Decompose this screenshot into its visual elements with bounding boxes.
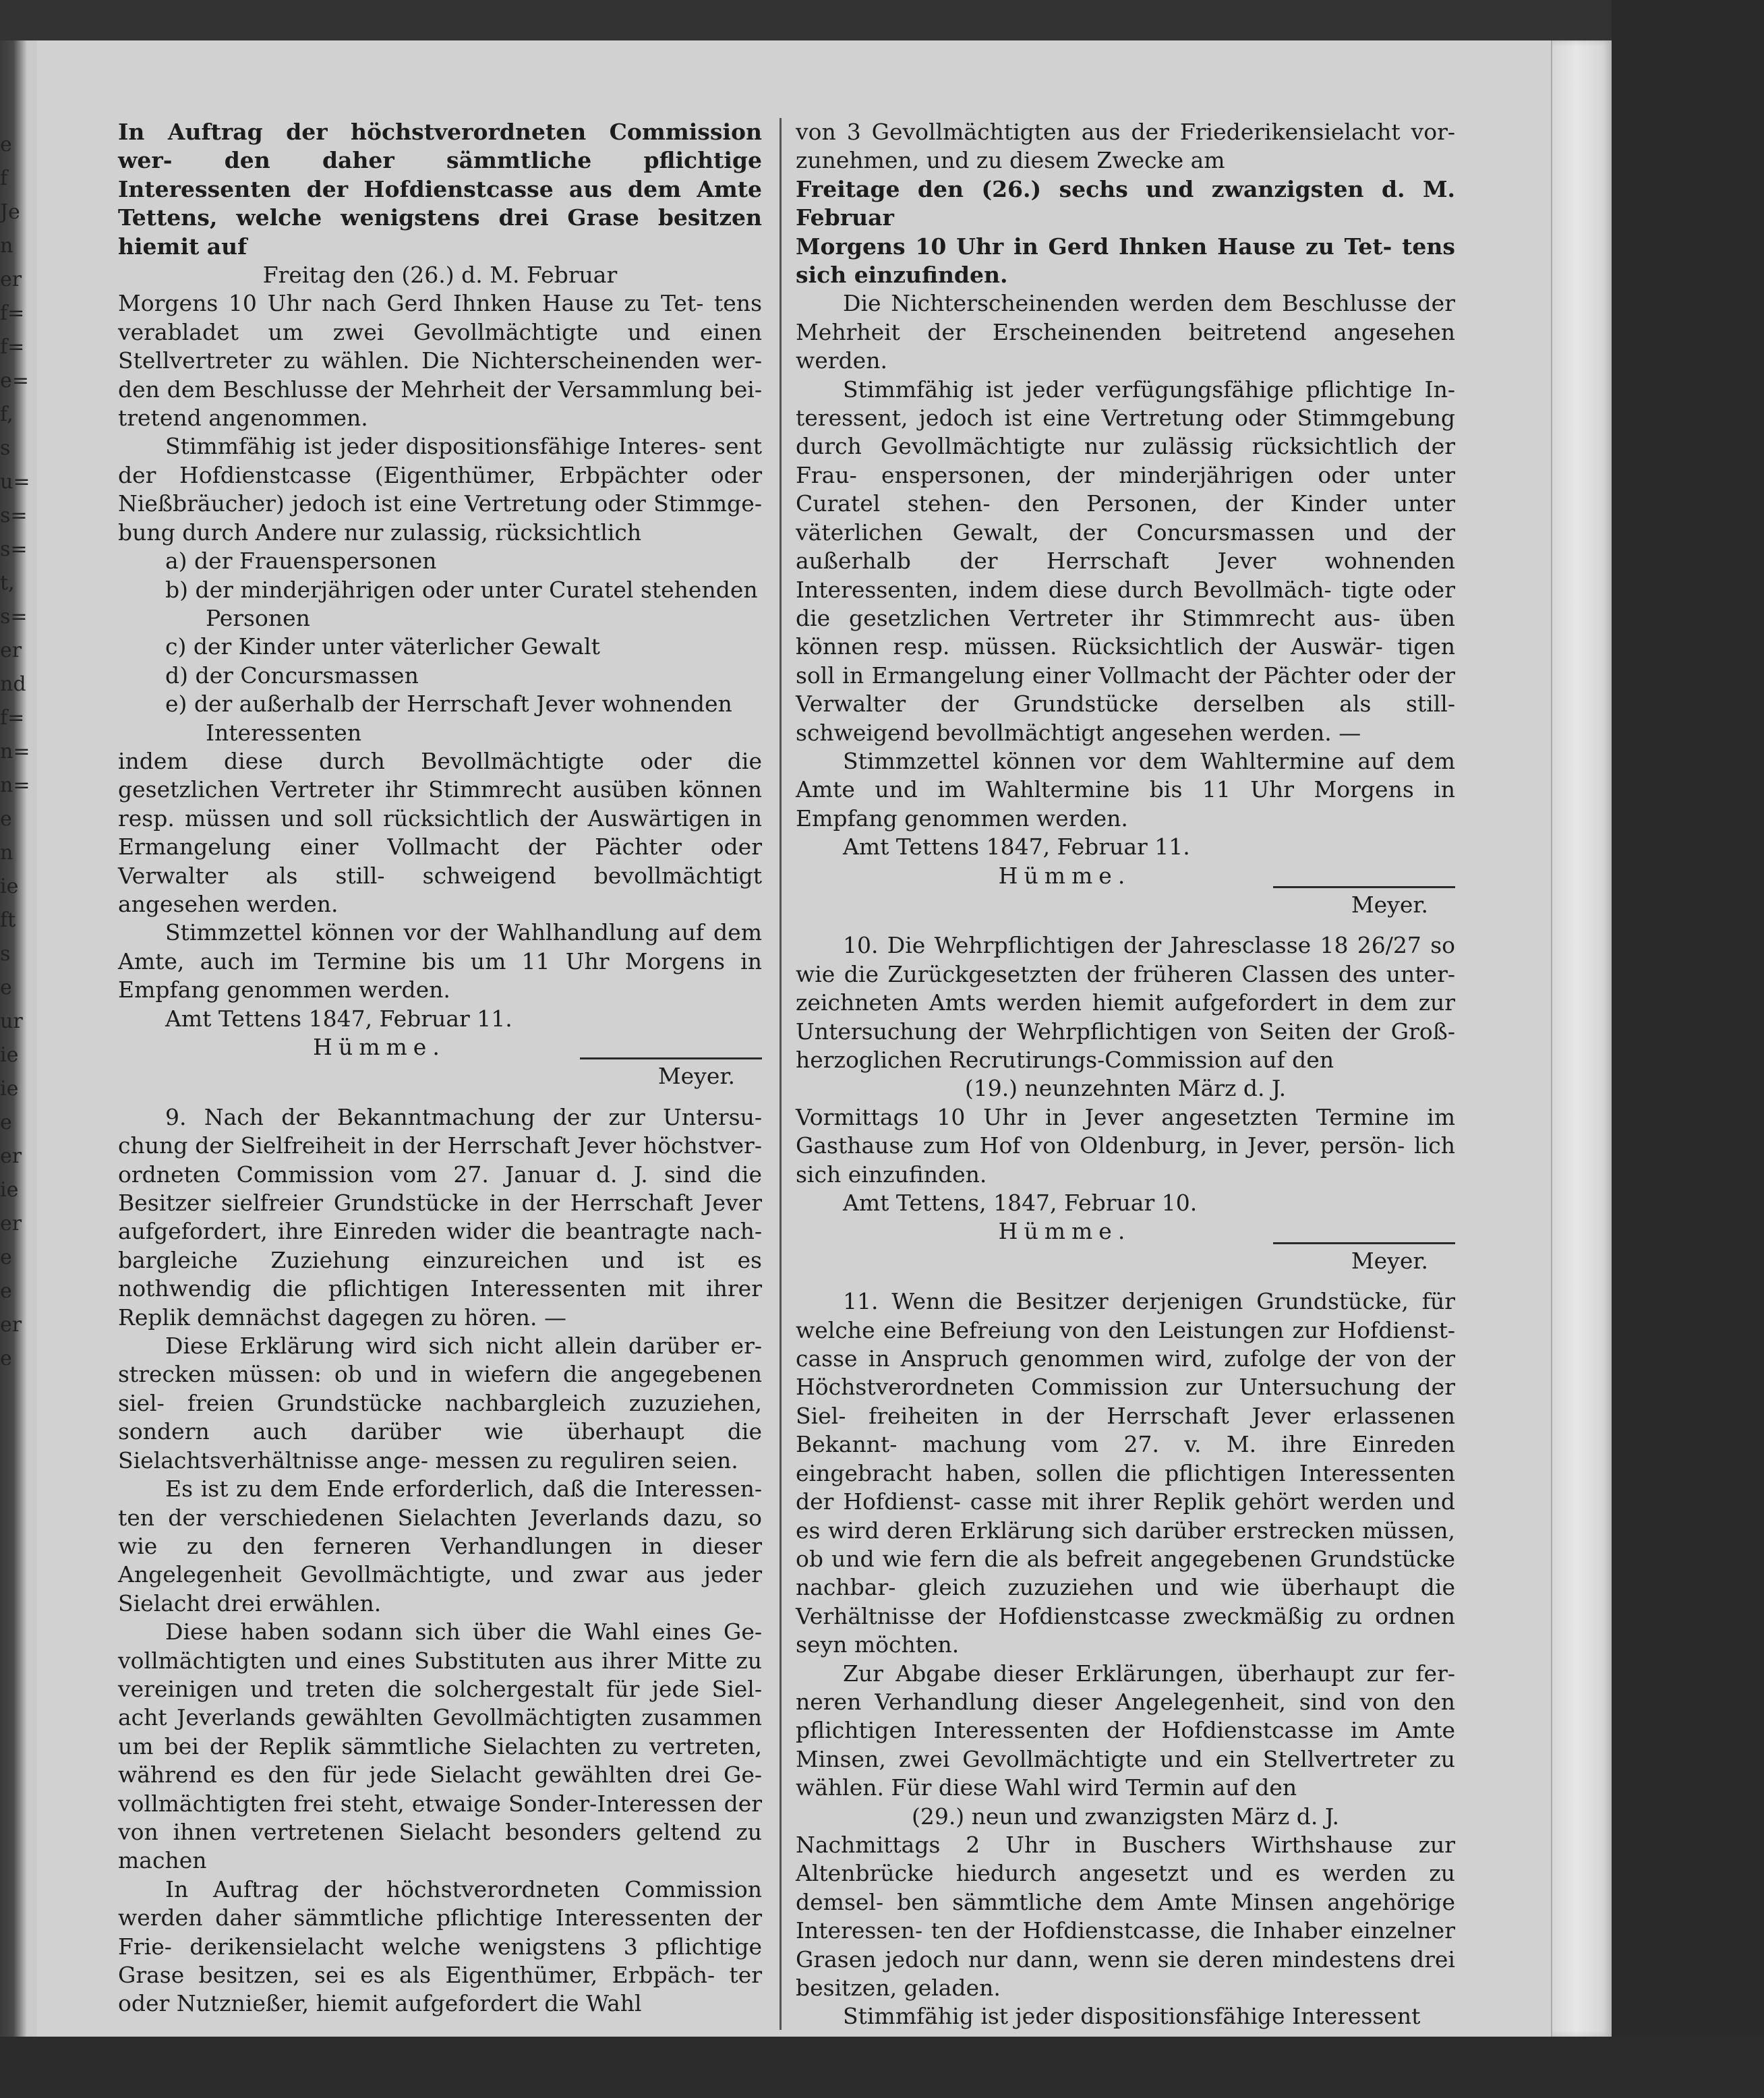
margin-fragment: f=	[0, 301, 25, 325]
margin-fragment: s=	[0, 504, 28, 527]
margin-fragment: s	[0, 942, 11, 966]
meeting-date: Freitage den (26.) sechs und zwanzigsten d. M. Februar	[796, 175, 1455, 231]
list-item: a) der Frauenspersonen	[165, 548, 437, 575]
signature-rule	[1273, 1242, 1455, 1244]
margin-fragment: e	[0, 1111, 12, 1134]
margin-fragment: e=	[0, 369, 29, 392]
margin-fragment: s	[0, 436, 11, 460]
margin-fragment: nd	[0, 672, 26, 696]
notice-9-absentees: Die Nichterscheinenden werden dem Beschlusse der Mehrheit der Erscheinenden beitretend angesehen werden.	[796, 290, 1455, 374]
signature-humme: Hümme.	[313, 1034, 446, 1060]
margin-fragment: e	[0, 1246, 12, 1269]
margin-fragment: Je	[0, 200, 20, 224]
margin-fragment: er	[0, 639, 22, 662]
signature-rule	[580, 1057, 762, 1059]
margin-fragment: er	[0, 1212, 22, 1235]
margin-fragment: er	[0, 1313, 22, 1337]
list-item: c) der Kinder unter väterlicher Gewalt	[165, 633, 600, 660]
notice-8-voting: Stimmfähig ist jeder dispositionsfähige Interes- sent der Hofdienstcasse (Eigenthümer, Erbpächter oder Nießbräucher) jedoch ist eine Vertretung oder Stimmge- bung durch Andere nur zulassig, rücksichtlich	[118, 433, 762, 546]
margin-fragment: s=	[0, 537, 28, 561]
margin-fragment: ft	[0, 908, 16, 932]
margin-fragment: f,	[0, 403, 13, 426]
notice-9-location: Morgens 10 Uhr in Gerd Ihnken Hause zu Tet- tens sich einzufinden.	[796, 233, 1455, 289]
margin-fragment: u=	[0, 470, 30, 494]
notice-9-intro: 9. Nach der Bekanntmachung der zur Untersu- chung der Sielfreiheit in der Herrschaft Jever höchstver- ordneten Commission vom 27. Januar d. J. sind die Besitzer sielfreier Grundstücke in der Herrschaft Jever aufgefordert, ihre Einreden wider die beantragte nach- bargleiche Zuziehung einzureichen und ist es nothwendig die pflichtigen Interessenten mit ihrer Replik demnächst dagegen zu hören. —	[118, 1103, 762, 1331]
margin-fragment: e	[0, 976, 12, 999]
notice-8-intro: In Auftrag der höchstverordneten Commission wer- den daher sämmtliche pflichtige Interessenten der Hofdienstcasse aus dem Amte Tettens, welche wenigstens drei Grase besitzen hiemit auf	[118, 119, 762, 260]
signature-meyer: Meyer.	[1351, 1247, 1428, 1274]
list-item: b) der minderjährigen oder unter Curatel stehenden	[165, 576, 758, 603]
notice-11-election: Zur Abgabe dieser Erklärungen, überhaupt zur fer- neren Verhandlung dieser Angelegenheit, sind von den pflichtigen Interessenten der Hofdienstcasse im Amte Minsen, zwei Gevollmächtigte und ein Stellvertreter zu wählen. Für diese Wahl wird Termin auf den	[796, 1660, 1455, 1801]
notice-8-place-date: Amt Tettens 1847, Februar 11.	[165, 1005, 512, 1032]
list-item: Interessenten	[206, 719, 362, 746]
notice-9-voting: Stimmfähig ist jeder verfügungsfähige pflichtige In- teressent, jedoch ist eine Vertretung oder Stimmgebung durch Gevollmächtigte nur zulässig rücksichtlich der Frau- enspersonen, der minderjährigen oder unter Curatel stehen- den Personen, der Kinder unter väterlichen Gewalt, der Concursmassen und der außerhalb der Herrschaft Jever wohnenden Interessenten, indem diese durch Bevollmäch- tigte oder die gesetzlichen Vertreter ihr Stimmrecht aus- üben können resp. müssen. Rücksichtlich der Auswär- tigen soll in Ermangelung einer Vollmacht der Pächter oder der Verwalter der Grundstücke derselben als still- schweigend bevollmächtigt angesehen werden. —	[796, 376, 1455, 746]
scan-top-shadow	[0, 0, 1764, 40]
signature-meyer: Meyer.	[657, 1063, 735, 1090]
margin-fragment: t,	[0, 571, 15, 595]
margin-fragment: f=	[0, 706, 25, 730]
margin-fragment: n=	[0, 740, 30, 763]
margin-fragment: e	[0, 133, 12, 156]
margin-fragment: ie	[0, 1178, 19, 1202]
right-column	[796, 118, 1455, 2031]
margin-fragment: er	[0, 1144, 22, 1168]
book-edge	[1551, 40, 1613, 2037]
list-item: e) der außerhalb der Herrschaft Jever wohnenden	[165, 691, 732, 718]
notice-10-location: Vormittags 10 Uhr in Jever angesetzten Termine im Gasthause zum Hof von Oldenburg, in Jever, persön- lich sich einzufinden.	[796, 1103, 1455, 1188]
margin-fragment: s=	[0, 605, 28, 629]
scan-bottom-shadow	[0, 2037, 1764, 2098]
voting-exceptions-list	[118, 547, 762, 747]
notice-8-body: Morgens 10 Uhr nach Gerd Ihnken Hause zu Tet- tens verabladet um zwei Gevollmächtigte und einen Stellvertreter zu wählen. Die Nichterscheinenden wer- den dem Beschlusse der Mehrheit der Versammlung bei- tretend angenommen.	[118, 290, 762, 432]
meeting-date: Freitag den (26.) d. M. Februar	[262, 262, 618, 289]
notice-9-commission: In Auftrag der höchstverordneten Commission werden daher sämmtliche pflichtige Interessenten der Frie- derikensielacht welche wenigstens 3 pflichtige Grase besitzen, sei es als Eigenthümer, Erbpäch- ter oder Nutznießer, hiemit aufgefordert die Wahl	[118, 1875, 762, 2017]
notice-8-ballots: Stimmzettel können vor der Wahlhandlung auf dem Amte, auch im Termine bis um 11 Uhr Morgens in Empfang genommen werden.	[118, 919, 762, 1003]
notice-9-place-date: Amt Tettens 1847, Februar 11.	[843, 834, 1190, 861]
margin-fragment: ie	[0, 1077, 19, 1101]
notice-9-ballots: Stimmzettel können vor dem Wahltermine auf dem Amte und im Wahltermine bis 11 Uhr Morgens in Empfang genommen werden.	[796, 747, 1455, 832]
signature-humme: Hümme.	[998, 1218, 1131, 1245]
election-date: (29.) neun und zwanzigsten März d. J.	[911, 1803, 1340, 1830]
notice-9-requirement: Es ist zu dem Ende erforderlich, daß die Interessen- ten der verschiedenen Sielachten Jeverlands dazu, so wie zu den ferneren Verhandlungen in dieser Angelegenheit Gevollmächtigte, und zwar aus jeder Sielacht drei erwählen.	[118, 1476, 762, 1616]
notice-9-continued: von 3 Gevollmächtigten aus der Friederikensielacht vor- zunehmen, und zu diesem Zwecke am	[796, 119, 1455, 174]
margin-fragment: e	[0, 1347, 12, 1370]
list-item: d) der Concursmassen	[165, 662, 419, 689]
conscription-date: (19.) neunzehnten März d. J.	[964, 1075, 1287, 1102]
notice-10-body: 10. Die Wehrpflichtigen der Jahresclasse 18 26/27 so wie die Zurückgesetzten der früheren Classen des unter- zeichneten Amts werden hiemit aufgefordert in dem zur Untersuchung der Wehrpflichtigen von Seiten der Groß- herzoglichen Recrutirungs-Commission auf den	[796, 932, 1455, 1073]
margin-fragment: ur	[0, 1010, 23, 1033]
margin-fragment: er	[0, 268, 22, 291]
scan-background	[1612, 0, 1764, 2098]
margin-fragment: n	[0, 841, 13, 865]
margin-fragment: n	[0, 234, 13, 258]
margin-fragment: ie	[0, 1043, 19, 1067]
newspaper-page	[37, 40, 1551, 2037]
notice-11-location: Nachmittags 2 Uhr in Buschers Wirthshause zur Altenbrücke hiedurch angesetzt und es werden zu demsel- ben sämmtliche dem Amte Minsen angehörige Interessen- ten der Hofdienstcasse, die Inhaber einzelner Grasen jedoch nur dann, wenn sie deren mindestens drei besitzen, geladen.	[796, 1831, 1455, 2001]
signature-humme: Hümme.	[998, 862, 1131, 889]
column-divider	[780, 118, 782, 2030]
notice-11-voting: Stimmfähig ist jeder dispositionsfähige Interessent	[843, 2003, 1421, 2030]
notice-11-body: 11. Wenn die Besitzer derjenigen Grundstücke, für welche eine Befreiung von den Leistungen zur Hofdienst- casse in Anspruch genommen wird, zufolge der von der Höchstverordneten Commission zur Untersuchung der Siel- freiheiten in der Herrschaft Jever erlassenen Bekannt- machung vom 27. v. M. ihre Einreden eingebracht haben, sollen die pflichtigen Interessenten der Hofdienst- casse mit ihrer Replik gehört werden und es wird deren Erklärung sich darüber erstrecken müssen, ob und wie fern die als befreit angegebenen Grundstücke nachbar- gleich zuzuziehen und wie überhaupt die Verhältnisse der Hofdienstcasse zweckmäßig zu ordnen seyn möchten.	[796, 1288, 1455, 1658]
margin-fragment: e	[0, 807, 12, 831]
list-item: Personen	[206, 604, 310, 631]
notice-10-place-date: Amt Tettens, 1847, Februar 10.	[843, 1190, 1198, 1217]
signature-rule	[1273, 886, 1455, 888]
notice-9-delegates: Diese haben sodann sich über die Wahl eines Ge- vollmächtigten und eines Substituten aus ihrer Mitte zu vereinigen und treten die solchergestalt für jede Siel- acht Jeverlands gewählten Gevollmächtigten zusammen um bei der Replik sämmtliche Sielachten zu vertreten, während es den für jede Sielacht gewählten drei Ge- vollmächtigten frei steht, etwaige Sonder-Interessen der von ihnen vertretenen Sielacht besonders geltend zu machen	[118, 1619, 762, 1874]
left-column	[118, 118, 762, 2018]
notice-8-representation: indem diese durch Bevollmächtigte oder die gesetzlichen Vertreter ihr Stimmrecht ausüben können resp. müssen und soll rücksichtlich der Auswärtigen in Ermangelung einer Vollmacht der Pächter oder Verwalter als still- schweigend bevollmächtigt angesehen werden.	[118, 747, 762, 917]
margin-fragment: ie	[0, 875, 19, 898]
notice-9-declaration: Diese Erklärung wird sich nicht allein darüber er- strecken müssen: ob und in wiefern die angegebenen siel- freien Grundstücke nachbargleich zuzuziehen, sondern auch darüber wie überhaupt die Sielachtsverhältnisse ange- messen zu reguliren seien.	[118, 1333, 762, 1474]
margin-fragment: f=	[0, 335, 25, 359]
signature-meyer: Meyer.	[1351, 891, 1428, 918]
margin-fragment: e	[0, 1279, 12, 1303]
margin-fragment: f	[0, 167, 8, 190]
margin-fragment: n=	[0, 774, 30, 797]
